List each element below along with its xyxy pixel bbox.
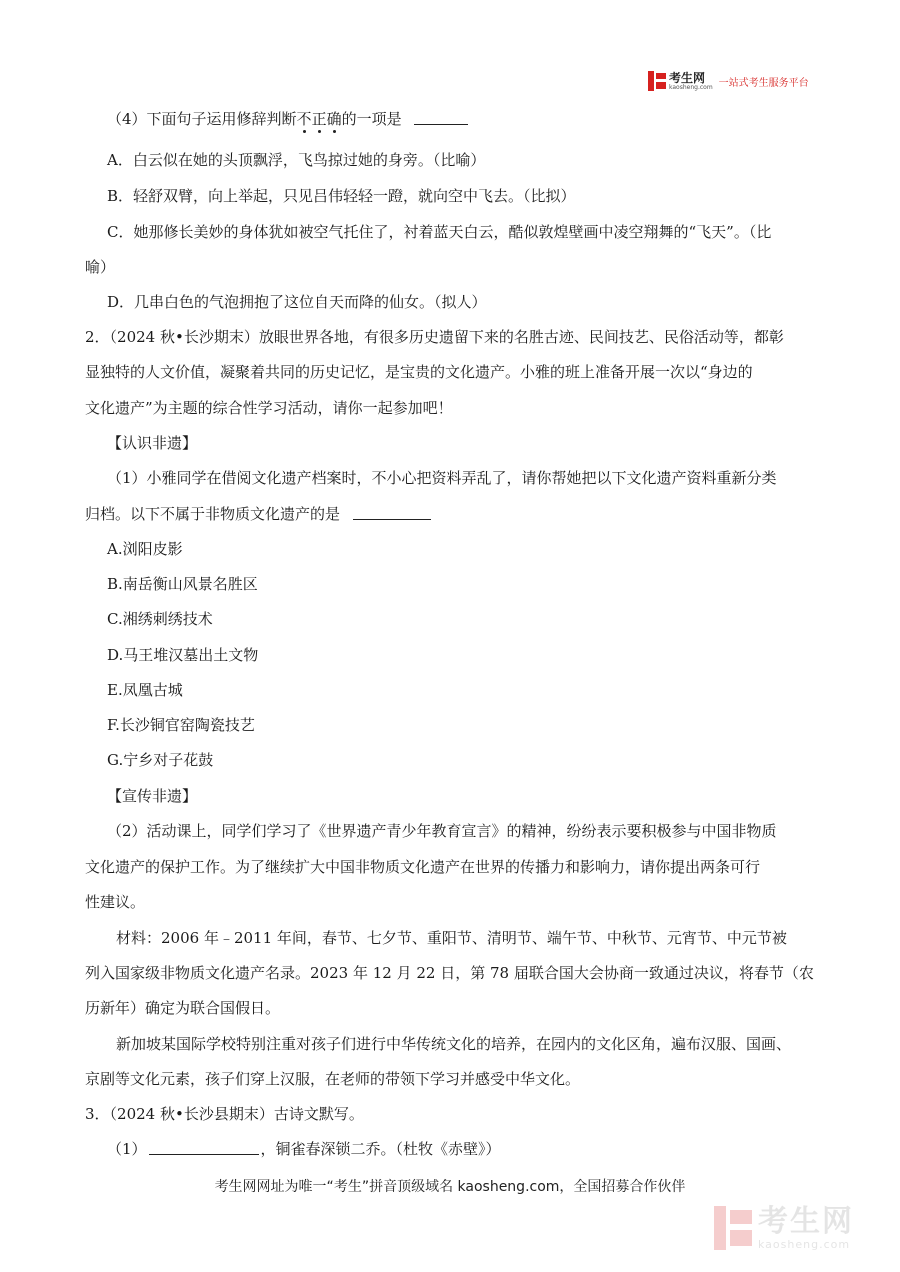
material-paragraph-cont: 历新年）确定为联合国假日。 [85, 999, 281, 1017]
section-heading: 【宣传非遗】 [107, 787, 198, 805]
q2-intro-cont: 文化遗产”为主题的综合性学习活动，请你一起参加吧！ [85, 399, 453, 417]
list-item: B.南岳衡山风景名胜区 [107, 575, 258, 593]
list-item: C.湘绣刺绣技术 [107, 610, 213, 628]
logo-domain: kaosheng.com [669, 83, 713, 91]
list-item: E.凤凰古城 [107, 681, 183, 699]
emphasis-char: 正 [311, 110, 327, 128]
q2-intro-cont: 显独特的人文价值，凝聚着共同的历史记忆，是宝贵的文化遗产。小雅的班上准备开展一次以“身边的 [85, 363, 753, 381]
watermark-domain: kaosheng.com [758, 1237, 851, 1251]
emphasis-char: 确 [326, 110, 342, 128]
q4-option-b: B．轻舒双臂，向上举起，只见吕伟轻轻一蹬，就向空中飞去。（比拟） [107, 187, 576, 205]
answer-blank[interactable] [353, 506, 431, 520]
logo-name: 考生网 [669, 70, 706, 85]
list-item: A.浏阳皮影 [107, 540, 183, 558]
material-paragraph-cont: 列入国家级非物质文化遗产名录。2023 年 12 月 22 日，第 78 届联合国大会协商一致通过决议，将春节（农 [85, 964, 814, 982]
answer-blank[interactable] [414, 111, 468, 125]
q2-sub2-cont: 文化遗产的保护工作。为了继续扩大中国非物质文化遗产在世界的传播力和影响力，请你提出两条可行 [85, 858, 761, 876]
q2-sub2-cont: 性建议。 [85, 893, 146, 911]
watermark-name: 考生网 [758, 1203, 854, 1239]
material-paragraph-cont: 京剧等文化元素，孩子们穿上汉服，在老师的带领下学习并感受中华文化。 [85, 1070, 581, 1088]
list-item: D.马王堆汉墓出土文物 [107, 646, 259, 664]
q3-intro: 3．（2024 秋•长沙县期末）古诗文默写。 [85, 1105, 364, 1123]
kaosheng-watermark-icon [714, 1206, 752, 1250]
header-logo [648, 70, 809, 92]
watermark [714, 1203, 884, 1253]
list-item: G.宁乡对子花鼓 [107, 751, 214, 769]
q4-option-a: A．白云似在她的头顶飘浮，飞鸟掠过她的身旁。（比喻） [107, 151, 486, 169]
q3-sub1: （1） ，铜雀春深锁二乔。（杜牧《赤壁》） [107, 1140, 501, 1158]
emphasis-char: 不 [296, 110, 312, 128]
q2-intro: 2．（2024 秋•长沙期末）放眼世界各地，有很多历史遗留下来的名胜古迹、民间技艺、民俗活动等，都彰 [85, 328, 784, 346]
kaosheng-logo-icon [648, 71, 666, 91]
q4-option-c-cont: 喻） [85, 258, 116, 276]
list-item: F.长沙铜官窑陶瓷技艺 [107, 716, 255, 734]
logo-slogan: 一站式考生服务平台 [718, 77, 809, 89]
section-heading: 【认识非遗】 [107, 434, 198, 452]
q4-option-d: D．几串白色的气泡拥抱了这位自天而降的仙女。（拟人） [107, 293, 487, 311]
material-paragraph: 新加坡某国际学校特别注重对孩子们进行中华传统文化的培养，在园内的文化区角，遍布汉服、国画、 [116, 1035, 792, 1053]
q2-sub2: （2）活动课上，同学们学习了《世界遗产青少年教育宣言》的精神，纷纷表示要积极参与中国非物质 [107, 822, 777, 840]
q2-sub1-cont: 归档。以下不属于非物质文化遗产的是 [85, 504, 431, 524]
material-paragraph: 材料：2006 年﹣2011 年间，春节、七夕节、重阳节、清明节、端午节、中秋节、元宵节、中元节被 [116, 929, 787, 947]
answer-blank[interactable] [149, 1141, 259, 1155]
q4-stem: （4）下面句子运用修辞判断不正确的一项是 [107, 109, 468, 129]
page-footer: 考生网网址为唯一“考生”拼音顶级域名 kaosheng.com，全国招募合作伙伴 [214, 1179, 686, 1195]
q2-sub1: （1）小雅同学在借阅文化遗产档案时，不小心把资料弄乱了，请你帮她把以下文化遗产资料重新分类 [107, 469, 777, 487]
q4-option-c: C．她那修长美妙的身体犹如被空气托住了，衬着蓝天白云，酷似敦煌壁画中凌空翔舞的“飞天”。（比 [107, 223, 772, 241]
